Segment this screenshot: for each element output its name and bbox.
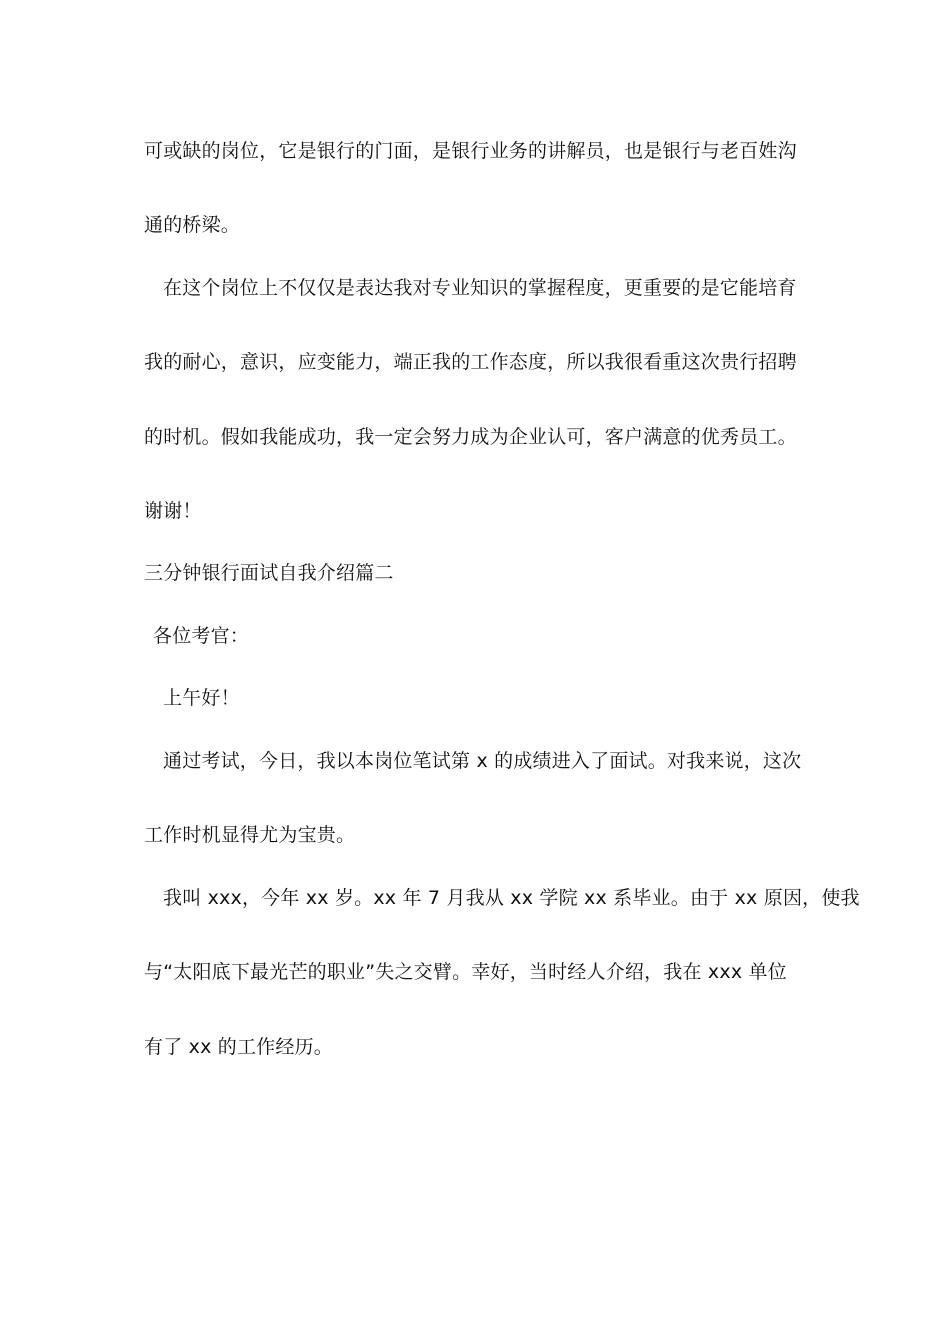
greeting: 上午好！: [163, 687, 240, 709]
paragraph-line: 工作时机显得尤为宝贵。: [144, 824, 356, 846]
paragraph-line: 在这个岗位上不仅仅是表达我对专业知识的掌握程度，更重要的是它能培育: [163, 277, 797, 299]
salutation: 各位考官：: [153, 625, 250, 647]
section-heading: 三分钟银行面试自我介绍篇二: [144, 562, 394, 584]
paragraph-line: 通过考试，今日，我以本岗位笔试第 x 的成绩进入了面试。对我来说，这次: [163, 750, 802, 772]
paragraph-line: 可或缺的岗位，它是银行的门面，是银行业务的讲解员，也是银行与老百姓沟: [144, 140, 797, 162]
paragraph-line: 的时机。假如我能成功，我一定会努力成为企业认可，客户满意的优秀员工。: [144, 426, 797, 448]
paragraph-line: 有了 xx 的工作经历。: [144, 1036, 333, 1058]
paragraph-line: 我叫 xxx，今年 xx 岁。xx 年 7 月我从 xx 学院 xx 系毕业。由于 xx 原因，使我: [163, 887, 860, 909]
paragraph-line: 通的桥梁。: [144, 214, 241, 236]
paragraph-line: 与“太阳底下最光芒的职业”失之交臂。幸好，当时经人介绍，我在 xxx 单位: [144, 961, 787, 983]
paragraph-line: 我的耐心，意识，应变能力，端正我的工作态度，所以我很看重这次贵行招聘: [144, 351, 797, 373]
closing-line: 谢谢！: [144, 500, 202, 522]
